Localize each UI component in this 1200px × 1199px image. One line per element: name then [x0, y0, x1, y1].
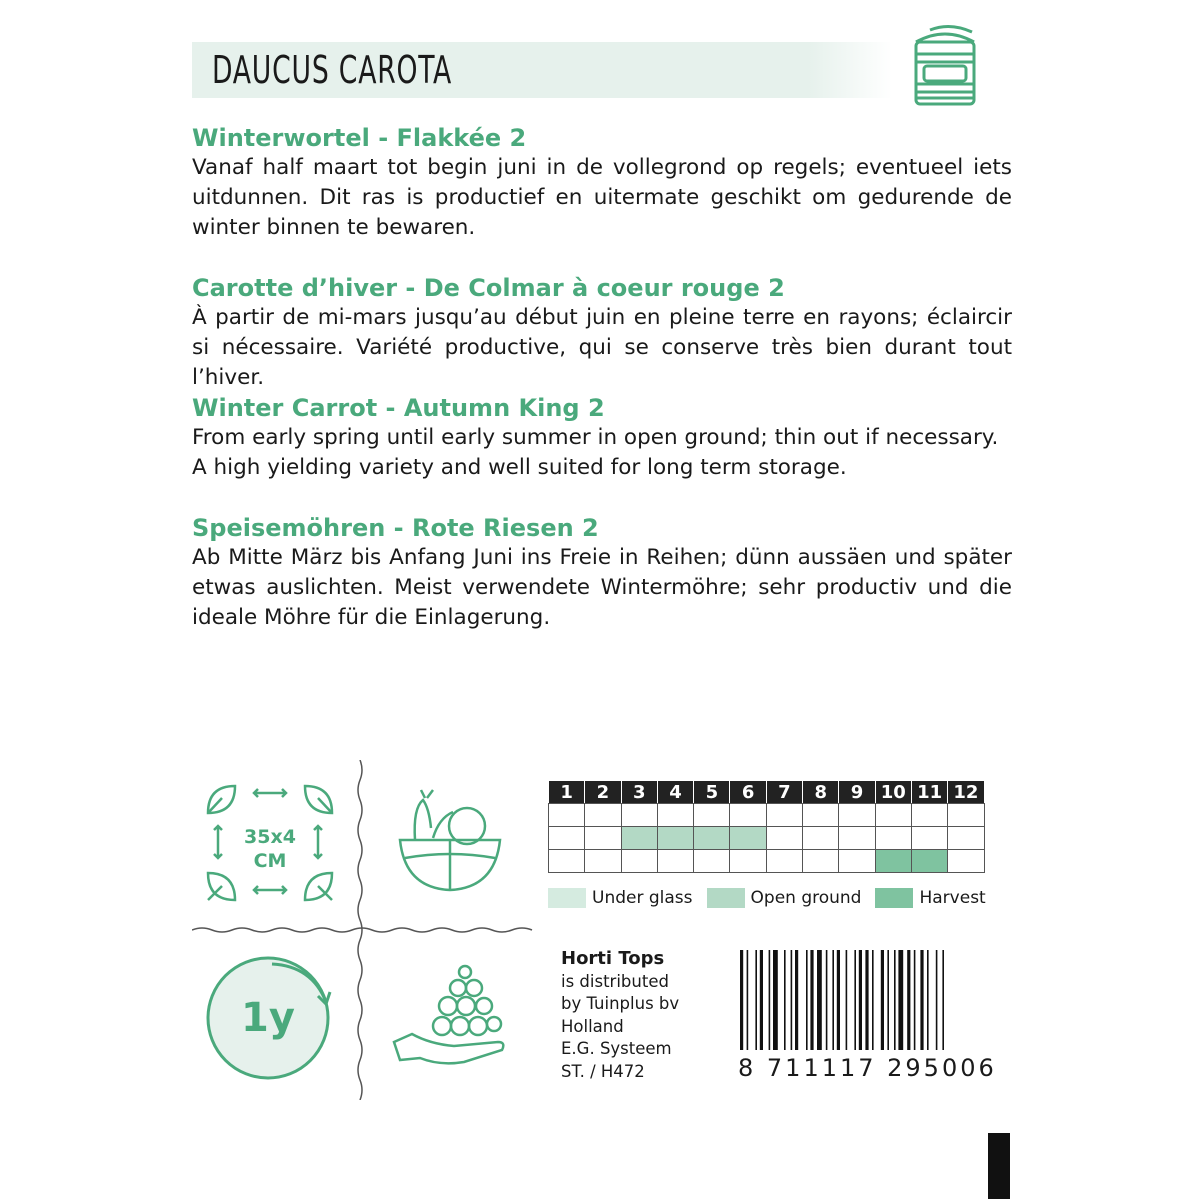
calendar-cell [911, 803, 948, 827]
calendar-cell [584, 826, 621, 850]
calendar-cell [802, 849, 839, 873]
calendar-cell [766, 803, 803, 827]
distributor-info [561, 948, 679, 1083]
barcode-bar [769, 950, 771, 1050]
sowing-calendar [548, 780, 984, 872]
distributor-line: by Tuinplus bv [561, 994, 680, 1013]
month-label: 9 [838, 780, 875, 804]
spacing-value: 35x4 [244, 826, 296, 848]
barcode-bar [920, 950, 923, 1050]
section-german [192, 513, 1012, 633]
barcode-bar [865, 950, 868, 1050]
lifecycle-label: 1y [241, 995, 295, 1041]
calendar-cell [875, 849, 912, 873]
barcode-bar [942, 950, 944, 1050]
calendar-cell [729, 849, 766, 873]
harvest-row [548, 849, 984, 872]
legend-swatch [548, 888, 586, 908]
section-title: Carotte d’hiver - De Colmar à coeur rouge 2 [192, 274, 785, 302]
barcode-bar [881, 950, 884, 1050]
barcode-bar [817, 950, 822, 1050]
legend-open-ground: Open ground [707, 888, 862, 908]
month-label: 6 [729, 780, 766, 804]
month-label: 4 [657, 780, 694, 804]
calendar-cell [875, 826, 912, 850]
section-title: Winterwortel - Flakkée 2 [192, 124, 527, 152]
calendar-cell [911, 849, 948, 873]
calendar-cell [621, 849, 658, 873]
section-french [192, 273, 1012, 393]
calendar-cell [584, 849, 621, 873]
calendar-cell [802, 803, 839, 827]
calendar-cell [693, 803, 730, 827]
month-label: 8 [802, 780, 839, 804]
harvest-hand-icon [390, 962, 510, 1067]
calendar-legend [548, 888, 1000, 908]
barcode-bar [936, 950, 938, 1050]
barcode-bar [898, 950, 903, 1050]
cut-mark [988, 1133, 1010, 1199]
calendar-cell [947, 803, 984, 827]
calendar-cell [947, 849, 984, 873]
distributor-line: E.G. Systeem [561, 1039, 672, 1058]
calendar-cell [875, 803, 912, 827]
barcode-bar [837, 950, 840, 1050]
month-label: 1 [548, 780, 585, 804]
barcode-bar [773, 950, 778, 1050]
calendar-month-header [548, 780, 984, 803]
calendar-cell [657, 803, 694, 827]
barcode-bar [887, 950, 889, 1050]
barcode-bar [832, 950, 834, 1050]
legend-under-glass: Under glass [548, 888, 693, 908]
calendar-cell [729, 826, 766, 850]
section-english [192, 393, 1012, 483]
barcode-bar [740, 950, 743, 1050]
legend-swatch [707, 888, 745, 908]
barcode-bar [854, 950, 856, 1050]
brand-name: Horti Tops [561, 948, 665, 969]
calendar-cell [693, 849, 730, 873]
section-title: Winter Carrot - Autumn King 2 [192, 394, 605, 422]
barcode-bar [806, 950, 808, 1050]
calendar-cell [838, 849, 875, 873]
calendar-cell [693, 826, 730, 850]
barcode-bar [795, 950, 798, 1050]
section-text: From early spring until early summer in open ground; thin out if necessary. A high yielding variety and well suited for long term storage. [192, 425, 999, 480]
month-label: 2 [584, 780, 621, 804]
latin-name-title: DAUCUS CAROTA [212, 48, 453, 92]
month-label: 12 [947, 780, 984, 804]
calendar-cell [621, 826, 658, 850]
spacing-unit: CM [253, 850, 287, 872]
calendar-cell [911, 826, 948, 850]
barcode-digits: 8 711117 295006 [738, 1054, 997, 1082]
calendar-cell [548, 803, 585, 827]
calendar-cell [729, 803, 766, 827]
barcode-bar [755, 950, 757, 1050]
barcode-bar [760, 950, 763, 1050]
calendar-cell [657, 849, 694, 873]
barcode-bar [810, 950, 813, 1050]
calendar-cell [802, 826, 839, 850]
barcode-bar [907, 950, 910, 1050]
month-label: 10 [875, 780, 912, 804]
section-title: Speisemöhren - Rote Riesen 2 [192, 514, 599, 542]
barcode-bar [894, 950, 896, 1050]
open-ground-row [548, 826, 984, 849]
month-label: 3 [621, 780, 658, 804]
calendar-cell [947, 826, 984, 850]
calendar-cell [548, 849, 585, 873]
barcode-bar [859, 950, 862, 1050]
vegetable-bowl-icon [395, 788, 505, 898]
section-text: Ab Mitte März bis Anfang Juni ins Freie in Reihen; dünn aussäen und später etwas auslichten. Meist verwendete Wintermöhre; sehr productiv und die ideale Möhre für die Einlagerung. [192, 545, 1012, 630]
calendar-cell [838, 803, 875, 827]
barcode-bar [747, 950, 749, 1050]
barcode-bar [791, 950, 793, 1050]
calendar-cell [766, 826, 803, 850]
section-text: À partir de mi-mars jusqu’au début juin en pleine terre en rayons; éclaircir si nécessaire. Variété productive, qui se conserve très bien durant tout l’hiver. [192, 305, 1012, 390]
barcode-bar [914, 950, 916, 1050]
distributor-line: ST. / H472 [561, 1061, 645, 1081]
barcode-bar [927, 950, 929, 1050]
calendar-cell [584, 803, 621, 827]
calendar-cell [657, 826, 694, 850]
month-label: 11 [911, 780, 948, 804]
legend-harvest: Harvest [875, 888, 985, 908]
calendar-cell [548, 826, 585, 850]
month-label: 7 [766, 780, 803, 804]
barcode [738, 950, 1000, 1060]
barcode-bar [872, 950, 874, 1050]
section-text: Vanaf half maart tot begin juni in de vollegrond op regels; eventueel iets uitdunnen. Dit ras is productief en uitermate geschikt om gedurende de winter binnen te bewaren. [192, 155, 1012, 240]
legend-swatch [875, 888, 913, 908]
section-dutch [192, 123, 1012, 243]
barcode-bar [826, 950, 828, 1050]
month-label: 5 [693, 780, 730, 804]
barcode-bar [846, 950, 848, 1050]
distributor-line: Holland [561, 1016, 624, 1036]
barcode-bar [784, 950, 786, 1050]
calendar-cell [838, 826, 875, 850]
seed-can-icon [910, 22, 980, 108]
distributor-line: is distributed [561, 971, 669, 991]
under-glass-row [548, 803, 984, 826]
calendar-cell [621, 803, 658, 827]
calendar-cell [766, 849, 803, 873]
